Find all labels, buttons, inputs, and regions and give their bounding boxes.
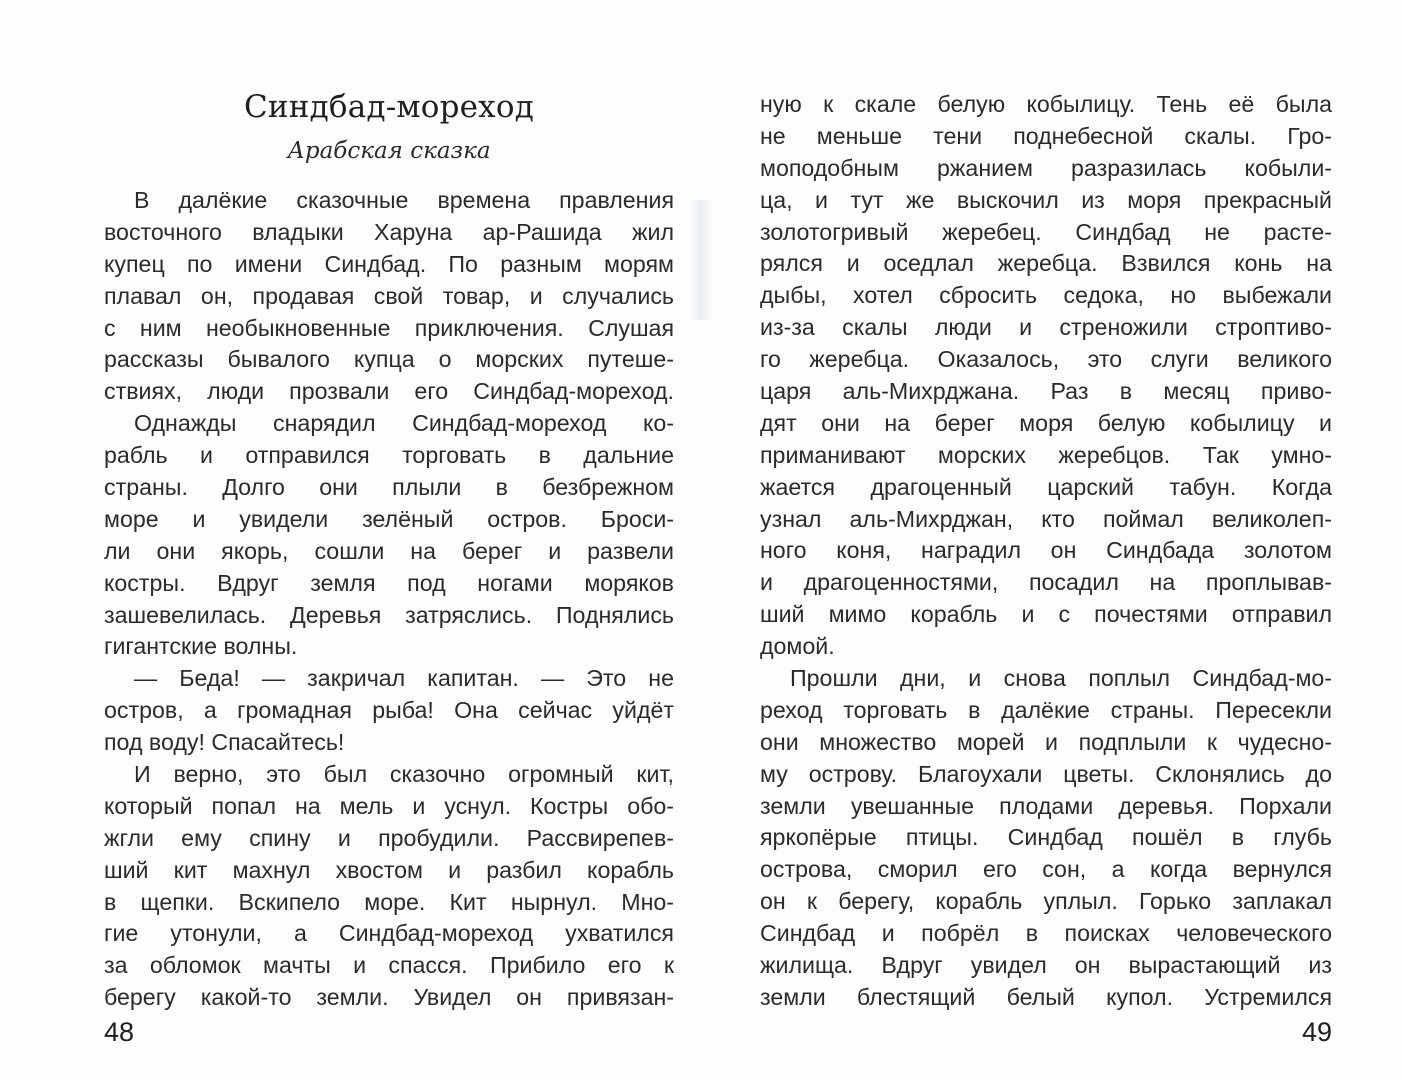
text-line: зашевелилась. Деревья затряслись. Поднялись	[104, 601, 674, 628]
right-page	[760, 0, 1332, 1080]
text-line: костры. Вдруг земля под ногами моряков	[104, 569, 674, 596]
text-line: ший кит махнул хвостом и разбил корабль	[104, 856, 674, 883]
text-line: за обломок мачты и спасся. Прибило его к	[104, 952, 674, 979]
story-subtitle: Арабская сказка	[287, 138, 491, 164]
text-line: ствиях, люди прозвали его Синдбад-мореход.	[104, 378, 674, 405]
text-line: море и увидели зелёный остров. Броси-	[104, 505, 674, 532]
text-line: гигантские волны.	[104, 633, 298, 660]
text-line: ли они якорь, сошли на берег и развели	[104, 537, 674, 564]
left-page-text	[104, 185, 674, 1014]
story-title: Синдбад-мореход	[243, 89, 535, 125]
text-line: острова, сморил его сон, а когда вернулся	[760, 856, 1332, 883]
text-line: земли увешанные плодами деревья. Порхали	[760, 792, 1332, 819]
text-line: из-за скалы люди и стреножили строптиво-	[760, 314, 1332, 341]
text-line: Прошли дни, и снова поплыл Синдбад-мо-	[790, 665, 1332, 692]
left-page	[104, 0, 674, 1080]
text-line: не меньше тени поднебесной скалы. Гро-	[760, 122, 1332, 149]
text-line: дят они на берег моря белую кобылицу и	[760, 409, 1332, 436]
text-line: — Беда! — закричал капитан. — Это не	[134, 665, 674, 692]
text-line: ную к скале белую кобылицу. Тень её была	[760, 91, 1332, 117]
page-gutter	[690, 200, 712, 320]
text-line: берегу какой-то земли. Увидел он привязан-	[104, 984, 674, 1011]
text-line: жилища. Вдруг увидел он вырастающий из	[760, 952, 1332, 979]
text-line: остров, а громадная рыба! Она сейчас уйдёт	[104, 697, 674, 724]
text-line: рабль и отправился торговать в дальние	[104, 442, 674, 469]
text-line: го жеребца. Оказалось, это слуги великого	[760, 346, 1332, 373]
text-line: страны. Долго они плыли в безбрежном	[104, 474, 674, 501]
text-line: под воду! Спасайтесь!	[104, 729, 345, 756]
text-line: приманивают морских жеребцов. Так умно-	[760, 441, 1332, 468]
text-line: дыбы, хотел сбросить седока, но выбежали	[760, 282, 1332, 309]
text-line: с ним необыкновенные приключения. Слушая	[104, 314, 674, 341]
text-line: В далёкие сказочные времена правления	[134, 187, 674, 213]
right-page-text	[760, 89, 1332, 1014]
text-line: гие утонули, а Синдбад-мореход ухватился	[104, 920, 674, 947]
text-line: золотогривый жеребец. Синдбад не расте-	[760, 218, 1332, 245]
text-line: яркопёрые птицы. Синдбад пошёл в глубь	[760, 824, 1332, 851]
text-line: ца, и тут же выскочил из моря прекрасный	[760, 186, 1332, 213]
text-line: который попал на мель и уснул. Костры обо-	[104, 792, 674, 819]
text-line: царя аль-Михрджана. Раз в месяц приво-	[760, 378, 1332, 405]
text-line: купец по имени Синдбад. По разным морям	[104, 250, 674, 277]
text-line: И верно, это был сказочно огромный кит,	[134, 761, 674, 788]
text-line: узнал аль-Михрджан, кто поймал великолеп-	[760, 505, 1332, 532]
text-line: ший мимо корабль и с почестями отправил	[760, 601, 1332, 628]
text-line: домой.	[760, 633, 835, 660]
text-line: они множество морей и подплыли к чудесно-	[760, 728, 1332, 755]
text-line: Синдбад и побрёл в поисках человеческого	[760, 920, 1332, 947]
text-line: жается драгоценный царский табун. Когда	[760, 473, 1332, 500]
page-number: 48	[104, 1017, 135, 1047]
text-line: земли блестящий белый купол. Устремился	[760, 983, 1332, 1010]
text-line: он к берегу, корабль уплыл. Горько заплакал	[760, 888, 1332, 915]
text-line: рялся и оседлал жеребца. Взвился конь на	[760, 250, 1332, 277]
text-line: реход торговать в далёкие страны. Пересекли	[760, 696, 1332, 723]
text-line: в щепки. Вскипело море. Кит нырнул. Мно-	[104, 888, 674, 915]
text-line: му острову. Благоухали цветы. Склонялись до	[760, 760, 1332, 787]
text-line: и драгоценностями, посадил на проплывав-	[760, 569, 1332, 596]
text-line: Однажды снарядил Синдбад-мореход ко-	[134, 410, 674, 437]
text-line: плавал он, продавая свой товар, и случались	[104, 282, 674, 309]
text-line: жгли ему спину и пробудили. Рассвирепев-	[104, 824, 674, 851]
text-line: ного коня, наградил он Синдбада золотом	[760, 537, 1332, 564]
text-line: восточного владыки Харуна ар-Рашида жил	[104, 218, 674, 245]
text-line: моподобным ржанием разразилась кобыли-	[760, 154, 1332, 181]
page-number: 49	[1301, 1017, 1332, 1047]
text-line: рассказы бывалого купца о морских путеше-	[104, 346, 674, 373]
